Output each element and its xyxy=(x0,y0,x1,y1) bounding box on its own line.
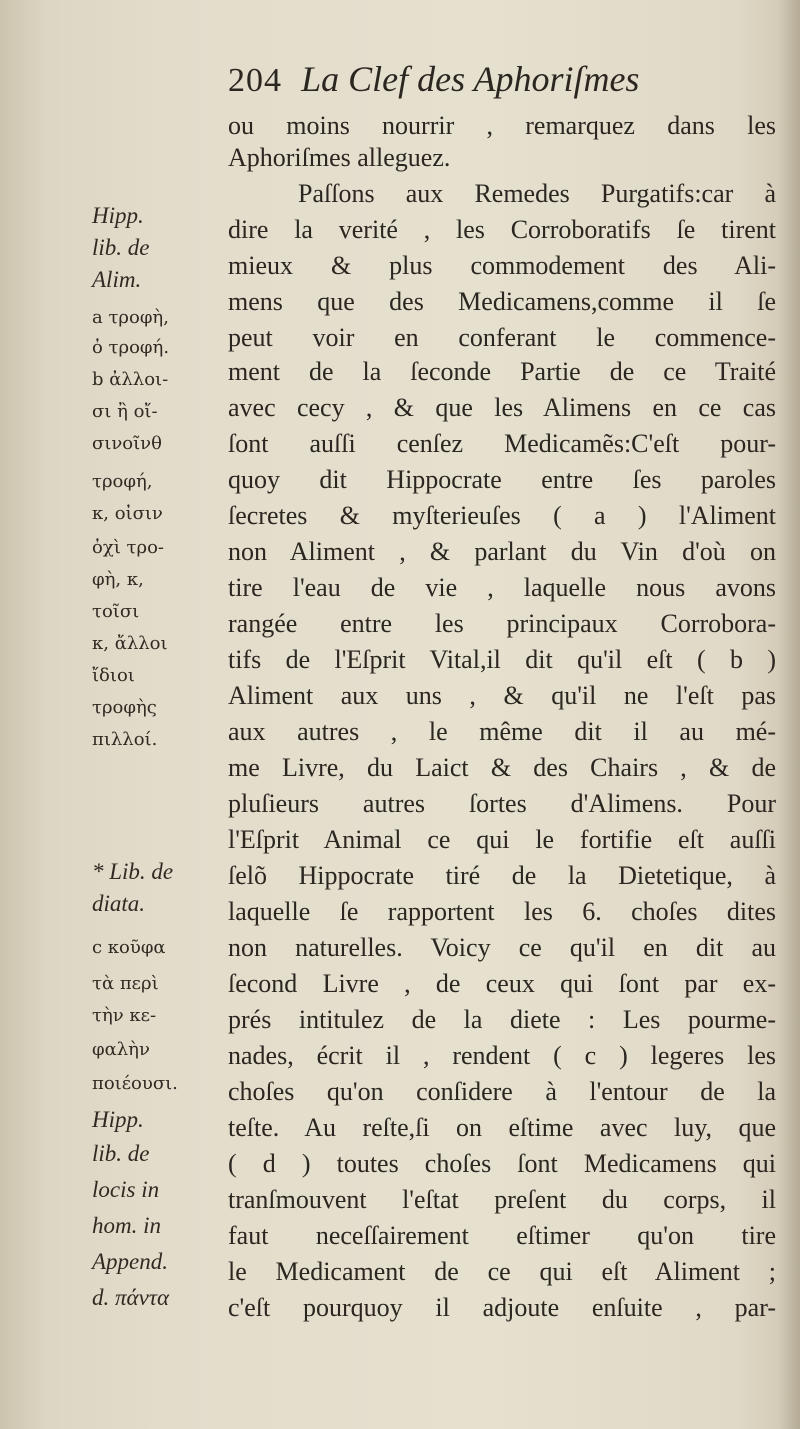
text-line: l'Eſprit Animal ce qui le fortifie eſt auſſi xyxy=(228,825,776,854)
text-line: Aliment aux uns , & qu'il ne l'eſt pas xyxy=(228,681,776,710)
body-text xyxy=(228,106,776,1326)
margin-note: locis in xyxy=(92,1177,160,1202)
margin-note: hom. in xyxy=(92,1213,161,1238)
text-line: teſte. Au reſte,ſi on eſtime avec luy, que xyxy=(228,1113,776,1142)
text-line: peut voir en conferant le commence- xyxy=(228,323,776,352)
margin-note: ὀ τροφή. xyxy=(92,337,170,358)
margin-note: b ἀλλοι- xyxy=(92,369,169,390)
margin-note: πιλλοί. xyxy=(92,729,158,750)
margin-note: ὀχὶ τρο- xyxy=(92,537,164,558)
text-line: rangée entre les principaux Corrobora- xyxy=(228,609,776,638)
text-line: non naturelles. Voicy ce qu'il en dit au xyxy=(228,933,776,962)
margin-note: τροφὴς xyxy=(92,697,157,718)
text-line: quoy dit Hippocrate entre ſes paroles xyxy=(228,465,776,494)
text-line: pluſieurs autres ſortes d'Alimens. Pour xyxy=(228,789,776,818)
text-line: ou moins nourrir , remarquez dans les xyxy=(228,111,776,140)
margin-note: τοῖσι xyxy=(92,601,140,622)
text-line: laquelle ſe rapportent les 6. choſes dites xyxy=(228,897,776,926)
margin-note: a τροφὴ, xyxy=(92,307,169,328)
margin-note: Alim. xyxy=(92,267,142,292)
margin-note: κ, οἰσιν xyxy=(92,503,163,524)
text-line: prés intitulez de la diete : Les pourme- xyxy=(228,1005,776,1034)
margin-note: ἴδιοι xyxy=(92,665,135,686)
text-line: avec cecy , & que les Alimens en ce cas xyxy=(228,393,776,422)
text-line: Aphoriſmes alleguez. xyxy=(228,143,451,172)
margin-note: lib. de xyxy=(92,1141,150,1166)
text-line: tifs de l'Eſprit Vital,il dit qu'il eſt ( b ) xyxy=(228,645,776,674)
margin-note: Hipp. xyxy=(92,1107,144,1132)
text-line: dire la verité , les Corroboratifs ſe tirent xyxy=(228,215,776,244)
text-line: tranſmouvent l'eſtat preſent du corps, il xyxy=(228,1185,776,1214)
text-line: tire l'eau de vie , laquelle nous avons xyxy=(228,573,776,602)
margin-notes xyxy=(92,160,222,1340)
running-title: La Clef des Aphoriſmes xyxy=(301,59,640,99)
text-line: ſelõ Hippocrate tiré de la Dietetique, à xyxy=(228,861,776,890)
text-line: c'eſt pourquoy il adjoute enſuite , par- xyxy=(228,1293,776,1322)
margin-note: diata. xyxy=(92,891,146,916)
margin-note: ποιέουσι. xyxy=(92,1073,178,1094)
margin-note: Append. xyxy=(92,1249,169,1274)
page-number: 204 xyxy=(228,62,282,99)
text-line: Paſſons aux Remedes Purgatifs:car à xyxy=(298,179,776,208)
text-line: ( d ) toutes choſes ſont Medicamens qui xyxy=(228,1149,776,1178)
margin-note: σι ἢ οἴ- xyxy=(92,401,158,422)
margin-note: lib. de xyxy=(92,235,150,260)
margin-note: φαλὴν xyxy=(92,1039,150,1060)
margin-note: φὴ, κ, xyxy=(92,569,144,590)
margin-note: d. πάντα xyxy=(92,1285,170,1310)
margin-note: * Lib. de xyxy=(92,859,174,884)
text-line: mens que des Medicamens,comme il ſe xyxy=(228,287,776,316)
text-line: aux autres , le même dit il au mé- xyxy=(228,717,776,746)
text-line: faut neceſſairement eſtimer qu'on tire xyxy=(228,1221,776,1250)
text-line: ſecond Livre , de ceux qui ſont par ex- xyxy=(228,969,776,998)
text-line: ſont auſſi cenſez Medicamẽs:C'eſt pour- xyxy=(228,429,776,458)
text-line: ment de la ſeconde Partie de ce Traité xyxy=(228,357,776,386)
text-line: me Livre, du Laict & des Chairs , & de xyxy=(228,753,776,782)
text-line: mieux & plus commodement des Ali- xyxy=(228,251,776,280)
margin-note: c κοῦφα xyxy=(92,937,166,958)
text-line: ſecretes & myſterieuſes ( a ) l'Aliment xyxy=(228,501,776,530)
margin-note: σινοῖνθ xyxy=(92,433,162,454)
text-line: nades, écrit il , rendent ( c ) legeres les xyxy=(228,1041,776,1070)
margin-note: τροφή, xyxy=(92,471,153,492)
text-line: choſes qu'on conſidere à l'entour de la xyxy=(228,1077,776,1106)
margin-note: κ, ἄλλοι xyxy=(92,633,168,654)
margin-note: τὴν κε- xyxy=(92,1005,157,1026)
margin-note: Hipp. xyxy=(92,203,144,228)
margin-note: τὰ περὶ xyxy=(92,973,159,994)
text-line: le Medicament de ce qui eſt Aliment ; xyxy=(228,1257,776,1286)
text-line: non Aliment , & parlant du Vin d'où on xyxy=(228,537,776,566)
